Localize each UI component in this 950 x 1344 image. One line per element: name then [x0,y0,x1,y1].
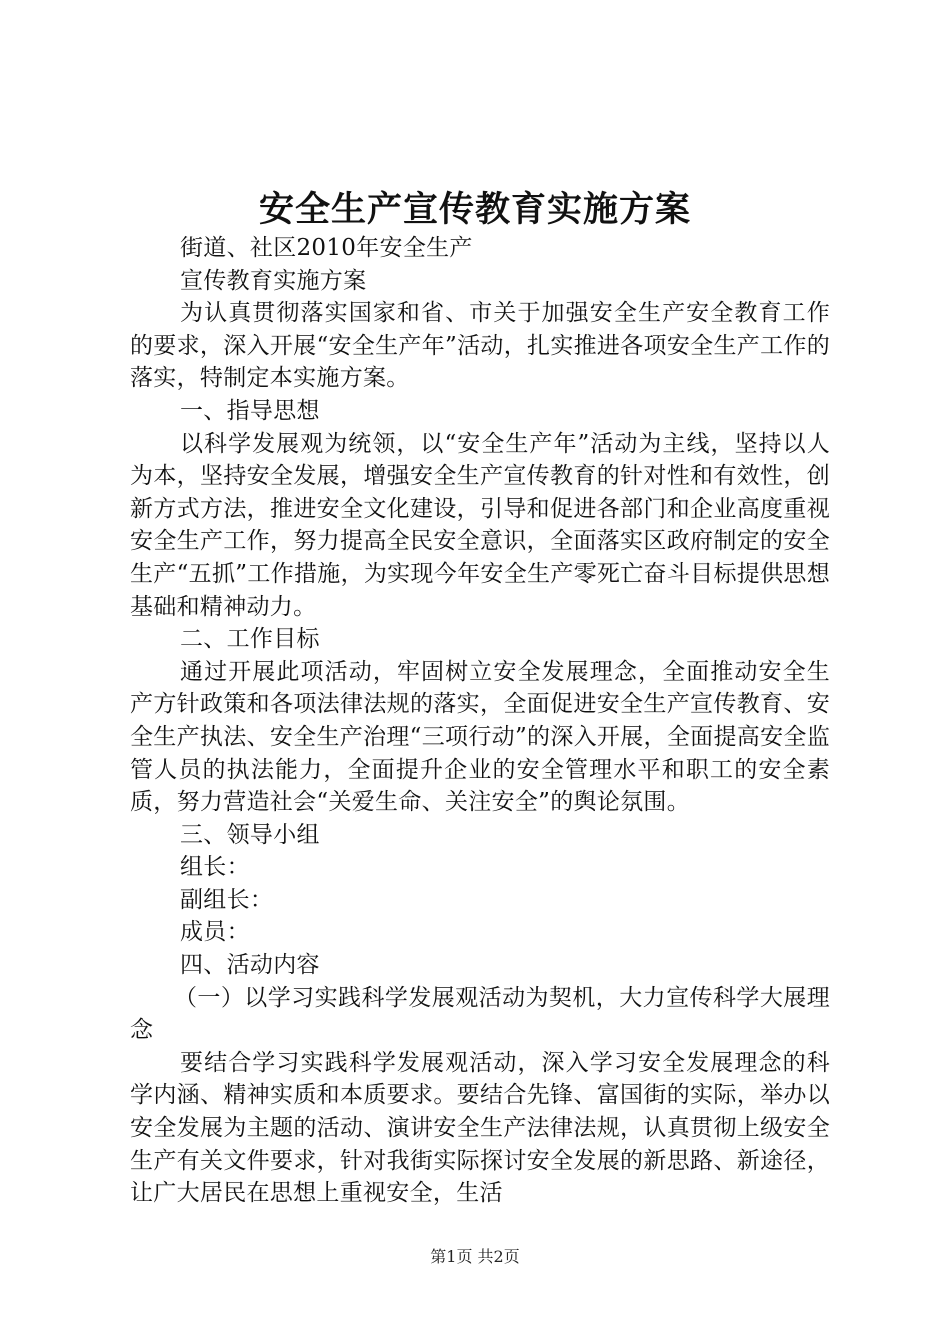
section-heading-2: 二、工作目标 [180,626,320,653]
activity-paragraph: 要结合学习实践科学发展观活动，深入学习安全发展理念的科学内涵、精神实质和本质要求。要结合先锋、富国街的实际，举办以安全发展为主题的活动、演讲安全生产法律法规，认真贯彻上级安全生产有关文件要求，针对我街实际探讨安全发展的新思路、新途径，让广大居民在思想上重视安全，生活 [130,1049,830,1207]
deputy-leader-line: 副组长： [180,886,274,913]
leader-line: 组长： [180,854,250,881]
intro-paragraph: 为认真贯彻落实国家和省、市关于加强安全生产安全教育工作的要求，深入开展“安全生产年”活动，扎实推进各项安全生产工作的落实，特制定本实施方案。 [130,300,830,392]
subsection-heading-1: （一）以学习实践科学发展观活动为契机，大力宣传科学大展理念 [130,984,830,1044]
document-title: 安全生产宣传教育实施方案 [258,190,691,230]
guiding-thought-paragraph: 以科学发展观为统领，以“安全生产年”活动为主线，坚持以人为本，坚持安全发展，增强安全生产宣传教育的针对性和有效性，创新方式方法，推进安全文化建设，引导和促进各部门和企业高度重视安全生产工作，努力提高全民安全意识，全面落实区政府制定的安全生产“五抓”工作措施，为实现今年安全生产零死亡奋斗目标提供思想基础和精神动力。 [130,430,830,620]
subtitle-line-1: 街道、社区2010年安全生产 [180,235,473,261]
document-body [130,232,830,1210]
members-line: 成员： [180,919,250,946]
section-heading-4: 四、活动内容 [180,952,320,979]
subtitle-line-2: 宣传教育实施方案 [180,267,367,294]
page-footer: 第1页 共2页 [430,1247,520,1266]
work-goal-paragraph: 通过开展此项活动，牢固树立安全发展理念，全面推动安全生产方针政策和各项法律法规的落实，全面促进安全生产宣传教育、安全生产执法、安全生产治理“三项行动”的深入开展，全面提高安全监管人员的执法能力，全面提升企业的安全管理水平和职工的安全素质，努力营造社会“关爱生命、关注安全”的舆论氛围。 [130,658,830,816]
section-heading-3: 三、领导小组 [180,821,320,848]
section-heading-1: 一、指导思想 [180,397,320,424]
